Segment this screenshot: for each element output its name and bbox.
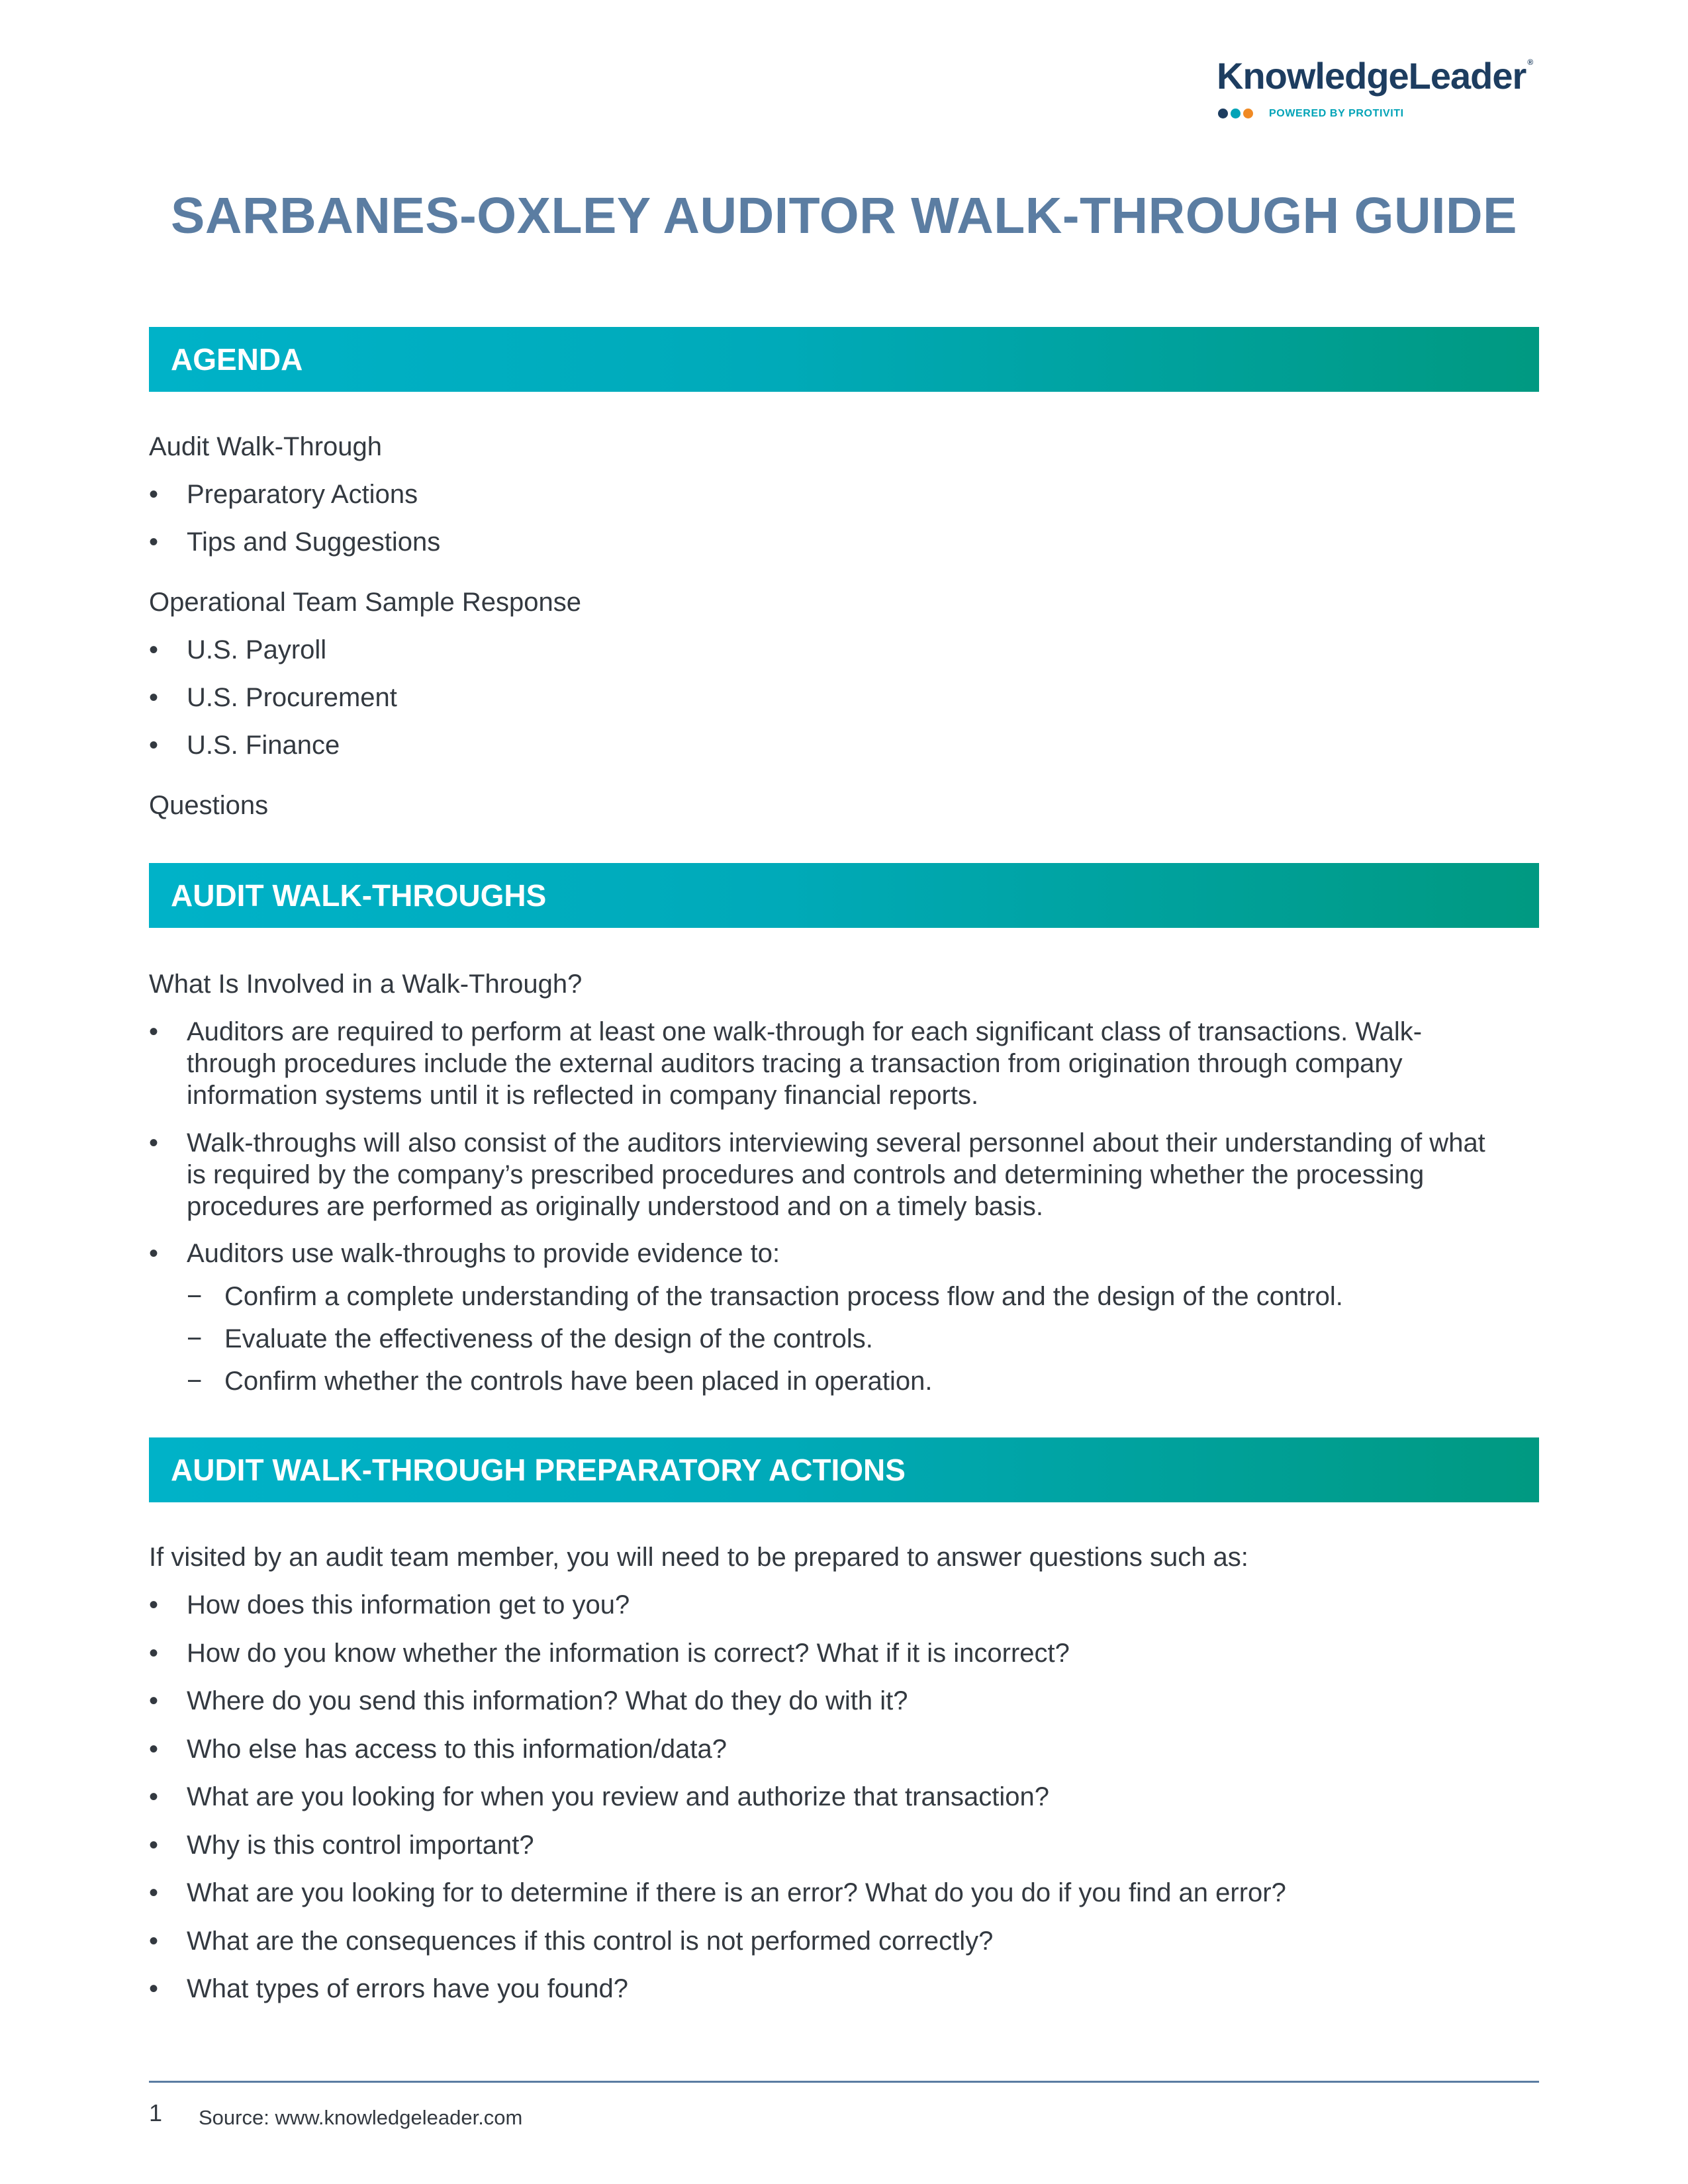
section-bar-agenda: [149, 327, 1539, 392]
logo-dots-icon: [1218, 109, 1253, 119]
logo-tagline: POWERED BY PROTIVITI: [1269, 108, 1404, 119]
preparatory-question-text: How do you know whether the information is correct? What if it is incorrect?: [187, 1639, 1070, 1668]
walkthrough-sub-item-text: Confirm whether the controls have been placed in operation.: [224, 1367, 933, 1396]
dash-mark: −: [187, 1282, 203, 1311]
preparatory-question-text: What are you looking for to determine if there is an error? What do you do if you find an error?: [187, 1878, 1286, 1907]
bullet-mark: •: [149, 683, 159, 712]
section-bar-preparatory-actions: [149, 1437, 1539, 1502]
dash-mark: −: [187, 1367, 203, 1396]
bullet-mark: •: [149, 1974, 159, 2003]
logo-wordmark: KnowledgeLeader: [1217, 55, 1526, 97]
agenda-group-title: Audit Walk-Through: [149, 432, 382, 461]
section-heading-walkthroughs: AUDIT WALK-THROUGHS: [171, 878, 547, 913]
walkthrough-sub-item-text: Evaluate the effectiveness of the design of the controls.: [224, 1324, 873, 1353]
bullet-mark: •: [149, 635, 159, 664]
bullet-mark: •: [149, 1590, 159, 1619]
footer-source: Source: www.knowledgeleader.com: [199, 2106, 523, 2129]
document-title: SARBANES-OXLEY AUDITOR WALK-THROUGH GUIDE: [171, 187, 1517, 244]
bullet-mark: •: [149, 1878, 159, 1907]
preparatory-intro: If visited by an audit team member, you will need to be prepared to answer questions such as:: [149, 1543, 1248, 1572]
agenda-group-title: Questions: [149, 791, 269, 820]
walkthrough-intro: What Is Involved in a Walk-Through?: [149, 970, 583, 999]
logo-dot-orange: [1243, 109, 1253, 118]
preparatory-question-text: What are you looking for when you review and authorize that transaction?: [187, 1782, 1049, 1811]
walkthrough-sub-item-text: Confirm a complete understanding of the transaction process flow and the design of the control.: [224, 1282, 1343, 1311]
agenda-item-text: U.S. Finance: [187, 731, 340, 760]
section-heading-agenda: AGENDA: [171, 342, 303, 377]
preparatory-question-text: What types of errors have you found?: [187, 1974, 629, 2003]
bullet-mark: •: [149, 480, 159, 509]
bullet-mark: •: [149, 527, 159, 557]
knowledgeleader-logo: [1217, 54, 1534, 127]
dash-mark: −: [187, 1324, 203, 1353]
bullet-mark: •: [149, 1686, 159, 1715]
agenda-item-text: Preparatory Actions: [187, 480, 418, 509]
logo-dot-teal: [1231, 109, 1241, 118]
walkthrough-bullet-text: Auditors use walk-throughs to provide evidence to:: [187, 1239, 780, 1268]
walkthrough-bullet-text: Walk-throughs will also consist of the auditors interviewing several personnel about their understanding of what is required by the company’s prescribed procedures and controls and determining whether the processing procedures are performed as originally understood and on a timely basis.: [187, 1128, 1485, 1221]
agenda-item-text: Tips and Suggestions: [187, 527, 441, 557]
agenda-group-title: Operational Team Sample Response: [149, 588, 581, 617]
footer-divider: [149, 2081, 1539, 2083]
bullet-mark: •: [149, 1017, 159, 1046]
preparatory-question-text: Where do you send this information? What do they do with it?: [187, 1686, 908, 1715]
bullet-mark: •: [149, 1782, 159, 1811]
bullet-mark: •: [149, 1239, 159, 1268]
bullet-mark: •: [149, 1639, 159, 1668]
section-bar-walkthroughs: [149, 863, 1539, 928]
preparatory-question-text: Who else has access to this information/data?: [187, 1735, 727, 1764]
bullet-mark: •: [149, 1735, 159, 1764]
bullet-mark: •: [149, 1927, 159, 1956]
agenda-item-text: U.S. Payroll: [187, 635, 327, 664]
bullet-mark: •: [149, 1831, 159, 1860]
logo-dot-navy: [1218, 109, 1228, 118]
bullet-mark: •: [149, 1128, 159, 1158]
page-number: 1: [149, 2099, 163, 2126]
preparatory-question-text: What are the consequences if this control is not performed correctly?: [187, 1927, 994, 1956]
agenda-item-text: U.S. Procurement: [187, 683, 397, 712]
section-heading-preparatory-actions: AUDIT WALK-THROUGH PREPARATORY ACTIONS: [171, 1453, 906, 1487]
preparatory-question-text: How does this information get to you?: [187, 1590, 630, 1619]
bullet-mark: •: [149, 731, 159, 760]
registered-mark: ®: [1527, 58, 1533, 67]
preparatory-question-text: Why is this control important?: [187, 1831, 534, 1860]
walkthrough-bullet-text: Auditors are required to perform at least one walk-through for each significant class of transactions. Walk-through procedures include the external auditors tracing a transaction from origination through company information systems until it is reflected in company financial reports.: [187, 1017, 1423, 1110]
